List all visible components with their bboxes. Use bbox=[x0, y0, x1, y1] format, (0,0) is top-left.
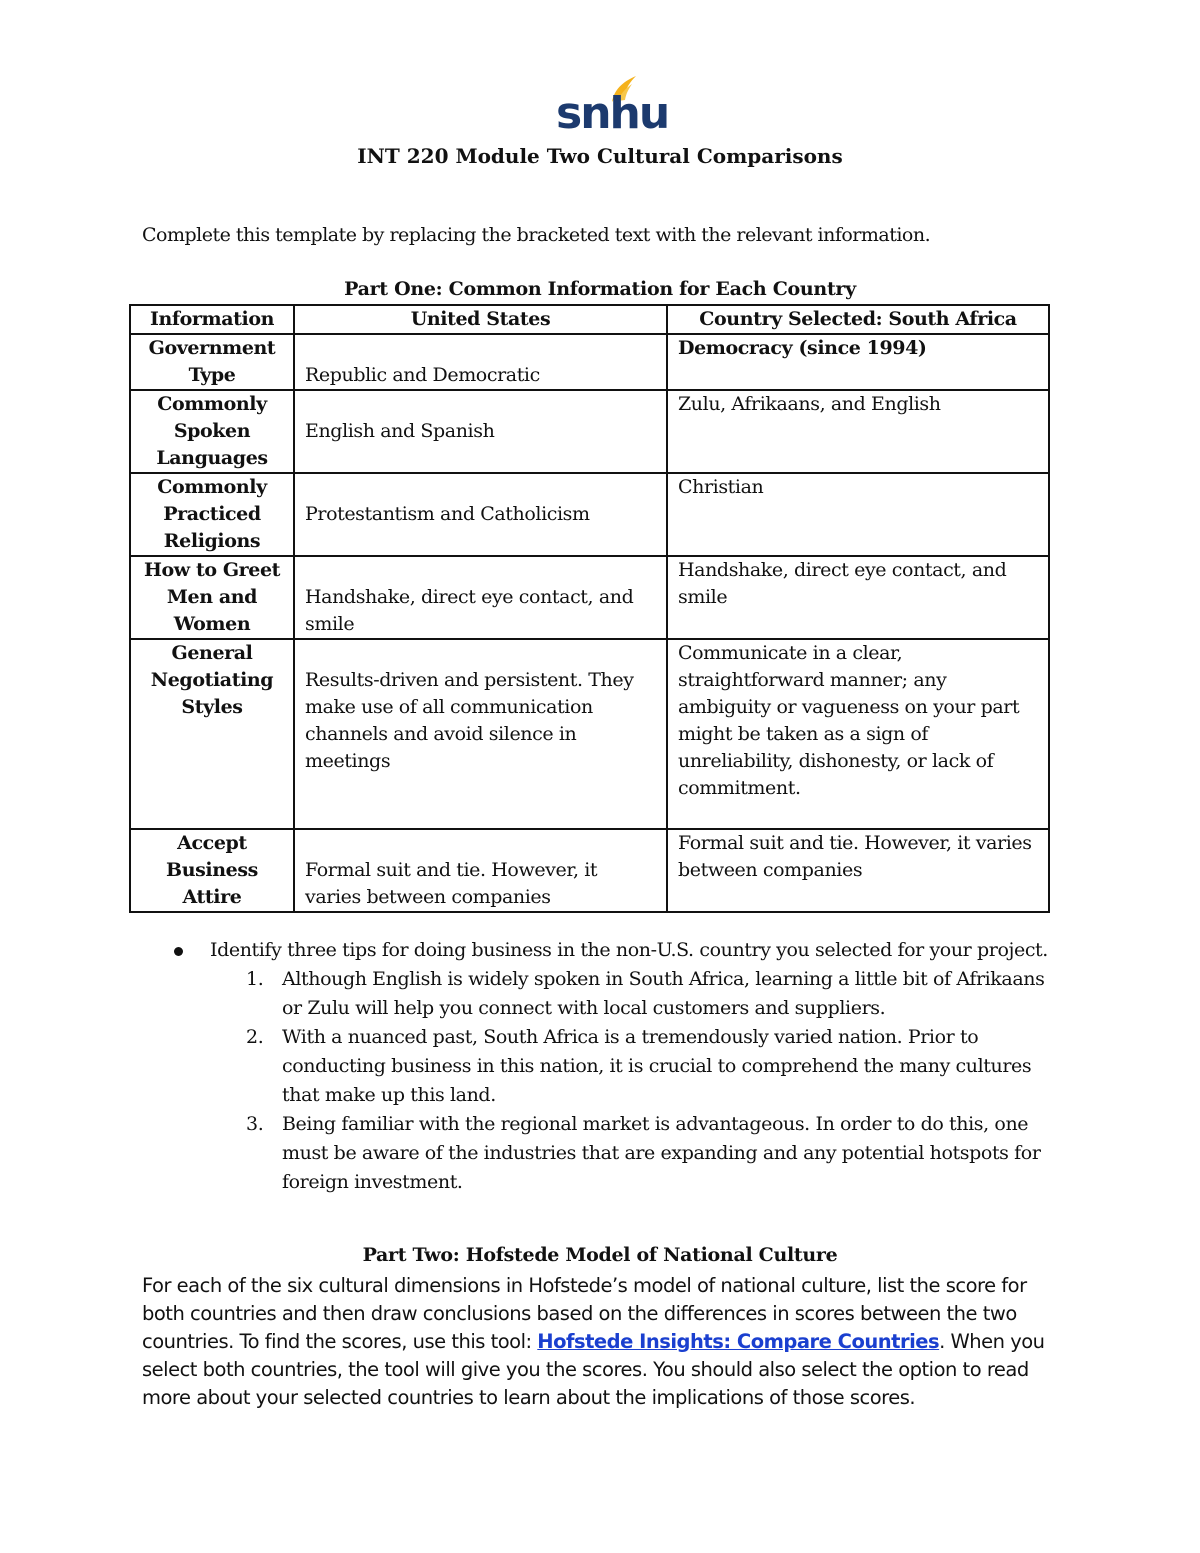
header-information: Information bbox=[130, 305, 294, 334]
part-one-heading: Part One: Common Information for Each Country bbox=[344, 278, 856, 300]
table-row bbox=[130, 829, 1049, 912]
part-two-heading: Part Two: Hofstede Model of National Culture bbox=[362, 1244, 838, 1266]
list-item bbox=[172, 1023, 1052, 1110]
other-cell: Communicate in a clear, straightforward manner; any ambiguity or vagueness on your part might be taken as a sign of unreliability, dishonesty, or lack of commitment. bbox=[667, 639, 1049, 829]
tips-list bbox=[172, 965, 1052, 1197]
list-number: 1. bbox=[246, 968, 264, 990]
row-label: Commonly Spoken Languages bbox=[130, 390, 294, 473]
header-country-selected: Country Selected: South Africa bbox=[667, 305, 1049, 334]
other-cell: Democracy (since 1994) bbox=[667, 334, 1049, 390]
table-row bbox=[130, 334, 1049, 390]
business-tips bbox=[172, 936, 1052, 1197]
us-cell: Protestantism and Catholicism bbox=[294, 473, 667, 556]
row-label: Accept Business Attire bbox=[130, 829, 294, 912]
us-cell: Results-driven and persistent. They make use of all communication channels and avoid silence in meetings bbox=[294, 639, 667, 829]
tips-bullet-text: Identify three tips for doing business in the non-U.S. country you selected for your project. bbox=[210, 939, 1048, 961]
list-item-text: Being familiar with the regional market is advantageous. In order to do this, one must be aware of the industries that are expanding and any potential hotspots for foreign investment. bbox=[282, 1113, 1041, 1193]
snhu-logo bbox=[556, 74, 669, 139]
other-cell: Christian bbox=[667, 473, 1049, 556]
list-item-text: With a nuanced past, South Africa is a tremendously varied nation. Prior to conducting business in this nation, it is crucial to comprehend the many cultures that make up this land. bbox=[282, 1026, 1032, 1106]
row-label: General Negotiating Styles bbox=[130, 639, 294, 829]
row-label: Commonly Practiced Religions bbox=[130, 473, 294, 556]
logo-text: snhu bbox=[556, 88, 669, 139]
country-info-table bbox=[129, 304, 1050, 913]
intro-text: Complete this template by replacing the bracketed text with the relevant information. bbox=[142, 224, 931, 246]
other-cell: Handshake, direct eye contact, and smile bbox=[667, 556, 1049, 639]
table-row bbox=[130, 639, 1049, 829]
bullet-dot-icon bbox=[174, 947, 183, 956]
table-header-row bbox=[130, 305, 1049, 334]
us-cell: Formal suit and tie. However, it varies between companies bbox=[294, 829, 667, 912]
instructions-text-after: . When you select both countries, the tool will give you the scores. You should also select the option to read more about your selected countries to learn about the implications of those scores. bbox=[142, 1330, 1045, 1409]
page-title: INT 220 Module Two Cultural Comparisons bbox=[357, 144, 843, 168]
table-row bbox=[130, 390, 1049, 473]
part-two-instructions bbox=[142, 1272, 1057, 1412]
list-item-text: Although English is widely spoken in South Africa, learning a little bit of Afrikaans or Zulu will help you connect with local customers and suppliers. bbox=[282, 968, 1045, 1019]
us-cell: Republic and Democratic bbox=[294, 334, 667, 390]
other-cell: Formal suit and tie. However, it varies between companies bbox=[667, 829, 1049, 912]
row-label: Government Type bbox=[130, 334, 294, 390]
other-cell: Zulu, Afrikaans, and English bbox=[667, 390, 1049, 473]
table-row bbox=[130, 556, 1049, 639]
instructions-text-before: For each of the six cultural dimensions in Hofstede’s model of national culture, list the score for both countries and then draw conclusions based on the differences in scores between the two countries. To find the scores, use this tool: bbox=[142, 1274, 1027, 1353]
list-number: 3. bbox=[246, 1113, 264, 1135]
header-united-states: United States bbox=[294, 305, 667, 334]
list-item bbox=[172, 1110, 1052, 1197]
table-row bbox=[130, 473, 1049, 556]
tips-bullet bbox=[172, 936, 1052, 965]
list-item bbox=[172, 965, 1052, 1023]
row-label: How to Greet Men and Women bbox=[130, 556, 294, 639]
hofstede-compare-link[interactable]: Hofstede Insights: Compare Countries bbox=[537, 1330, 940, 1353]
list-number: 2. bbox=[246, 1026, 264, 1048]
us-cell: English and Spanish bbox=[294, 390, 667, 473]
us-cell: Handshake, direct eye contact, and smile bbox=[294, 556, 667, 639]
